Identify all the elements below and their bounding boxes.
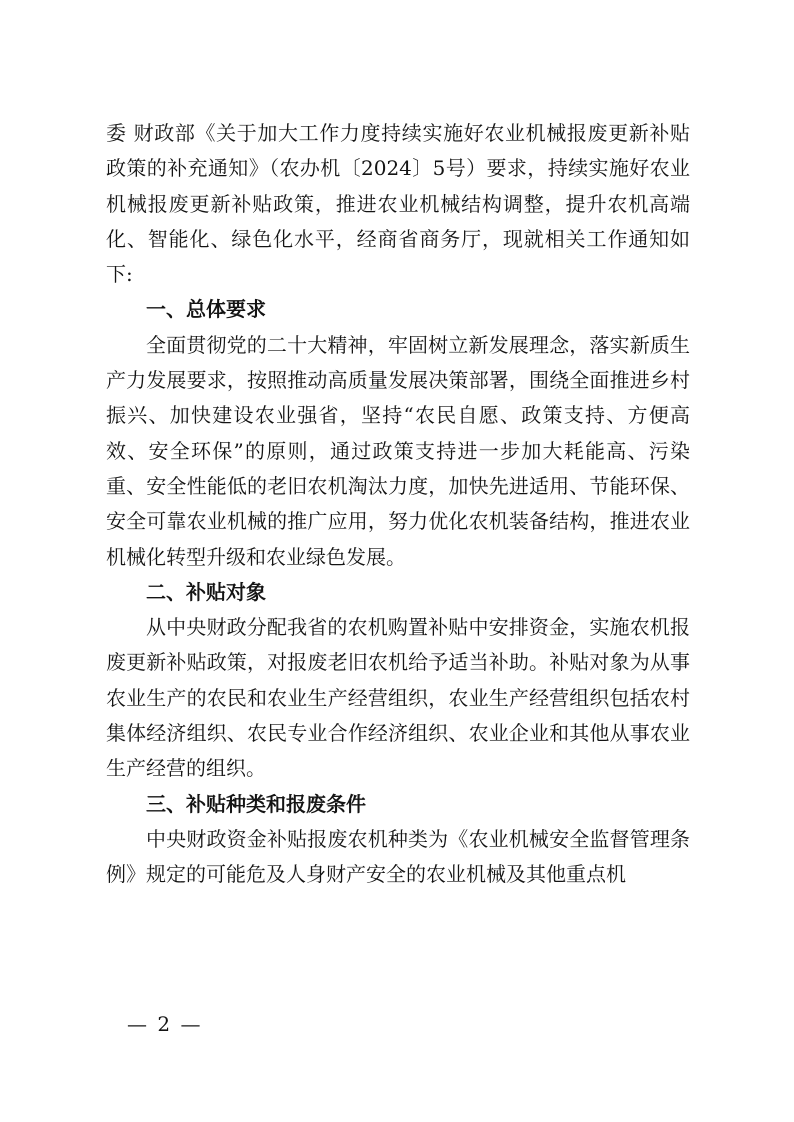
- document-page: [106, 116, 690, 893]
- section-body-subsidy-types: 中央财政资金补贴报废农机种类为《农业机械安全监督管理条例》规定的可能危及人身财产安全的农业机械及其他重点机: [106, 826, 690, 887]
- section-heading-subsidy-targets: 二、补贴对象: [146, 579, 266, 604]
- intro-paragraph: 委 财政部《关于加大工作力度持续实施好农业机械报废更新补贴政策的补充通知》（农办机〔2024〕5号）要求，持续实施好农业机械报废更新补贴政策，推进农业机械结构调整，提升农机高端化、智能化、绿色化水平，经商省商务厅，现就相关工作通知如下:: [106, 121, 690, 287]
- page-number: — 2 —: [127, 1012, 203, 1036]
- section-body-subsidy-targets: 从中央财政分配我省的农机购置补贴中安排资金，实施农机报废更新补贴政策，对报废老旧农机给予适当补助。补贴对象为从事农业生产的农民和农业生产经营组织，农业生产经营组织包括农村集体经济组织、农民专业合作经济组织、农业企业和其他从事农业生产经营的组织。: [106, 615, 690, 781]
- section-heading-general-requirements: 一、总体要求: [146, 297, 266, 322]
- section-body-general-requirements: 全面贯彻党的二十大精神，牢固树立新发展理念，落实新质生产力发展要求，按照推动高质量发展决策部署，围绕全面推进乡村振兴、加快建设农业强省，坚持“农民自愿、政策支持、方便高效、安全环保”的原则，通过政策支持进一步加大耗能高、污染重、安全性能低的老旧农机淘汰力度，加快先进适用、节能环保、安全可靠农业机械的推广应用，努力优化农机装备结构，推进农业机械化转型升级和农业绿色发展。: [106, 332, 690, 569]
- section-heading-subsidy-types: 三、补贴种类和报废条件: [146, 791, 366, 816]
